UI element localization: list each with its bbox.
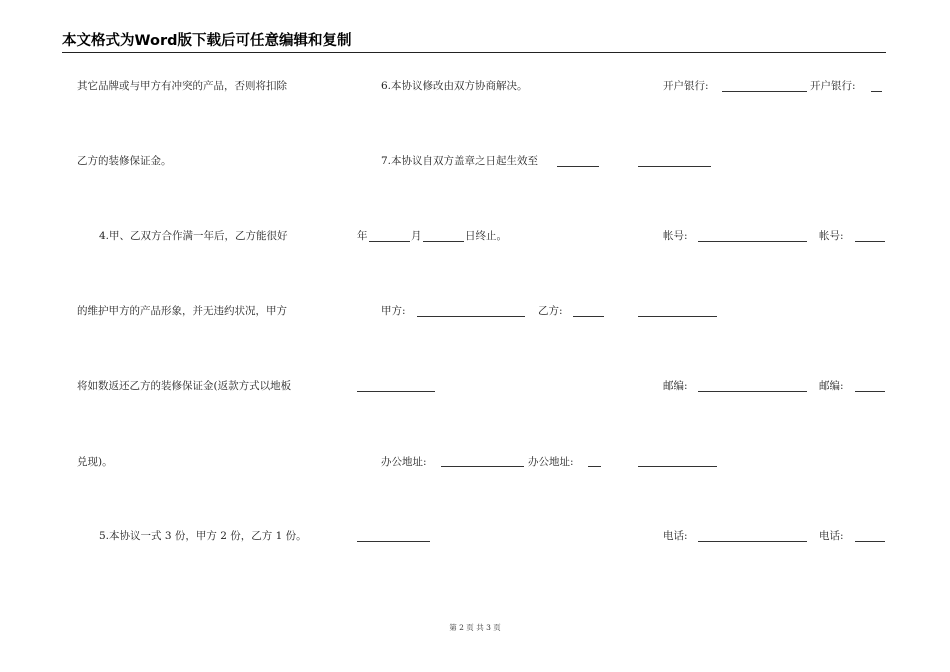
year-label: 年 xyxy=(357,230,368,242)
postcode-b-blank xyxy=(855,391,885,392)
page-header xyxy=(62,34,886,53)
col2-line-1: 6.本协议修改由双方协商解决。 xyxy=(381,80,528,92)
postcode-b-label: 邮编: xyxy=(819,380,844,392)
office-b-blank xyxy=(588,466,601,467)
phone-a-label: 电话: xyxy=(663,530,688,542)
account-b-label: 帐号: xyxy=(819,230,844,242)
party-a-blank xyxy=(417,316,525,317)
postcode-a-label: 邮编: xyxy=(663,380,688,392)
phone-b-blank xyxy=(855,541,885,542)
bank-b-blank xyxy=(871,91,882,92)
office-line-blank xyxy=(357,541,430,542)
office-b-blank-2 xyxy=(638,466,717,467)
party-a-label: 甲方: xyxy=(381,305,406,317)
col1-line-2: 乙方的装修保证金。 xyxy=(77,155,172,167)
year-blank xyxy=(369,241,410,242)
month-blank xyxy=(423,241,464,242)
office-a-blank xyxy=(441,466,524,467)
phone-a-blank xyxy=(698,541,807,542)
party-b-blank-2 xyxy=(638,316,717,317)
party-line-blank xyxy=(357,391,435,392)
month-label: 月 xyxy=(411,230,422,242)
account-a-blank xyxy=(698,241,807,242)
party-b-label: 乙方: xyxy=(538,305,563,317)
day-end-label: 日终止。 xyxy=(465,230,507,242)
col1-line-6: 兑现)。 xyxy=(77,456,113,468)
account-b-blank xyxy=(855,241,885,242)
office-b-label: 办公地址: xyxy=(528,456,574,468)
col1-line-4: 的维护甲方的产品形象，并无违约状况，甲方 xyxy=(77,305,287,317)
page-footer: 第 2 页 共 3 页 xyxy=(449,623,501,632)
effective-until-blank-2 xyxy=(638,166,711,167)
party-b-blank xyxy=(573,316,604,317)
account-a-label: 帐号: xyxy=(663,230,688,242)
bank-a-label: 开户银行: xyxy=(663,80,709,92)
col1-line-7: 5.本协议一式 3 份，甲方 2 份，乙方 1 份。 xyxy=(99,530,307,542)
phone-b-label: 电话: xyxy=(819,530,844,542)
col1-line-5: 将如数返还乙方的装修保证金(返款方式以地板 xyxy=(77,380,292,392)
bank-a-blank xyxy=(722,91,807,92)
header-title: 本文格式为Word版下载后可任意编辑和复制 xyxy=(62,33,352,49)
office-a-label: 办公地址: xyxy=(381,456,427,468)
effective-until-blank xyxy=(557,166,599,167)
bank-b-label: 开户银行: xyxy=(810,80,856,92)
col1-line-1: 其它品牌或与甲方有冲突的产品，否则将扣除 xyxy=(77,80,287,92)
col2-line-2: 7.本协议自双方盖章之日起生效至 xyxy=(381,155,539,167)
postcode-a-blank xyxy=(698,391,807,392)
col1-line-3: 4.甲、乙双方合作满一年后，乙方能很好 xyxy=(99,230,288,242)
